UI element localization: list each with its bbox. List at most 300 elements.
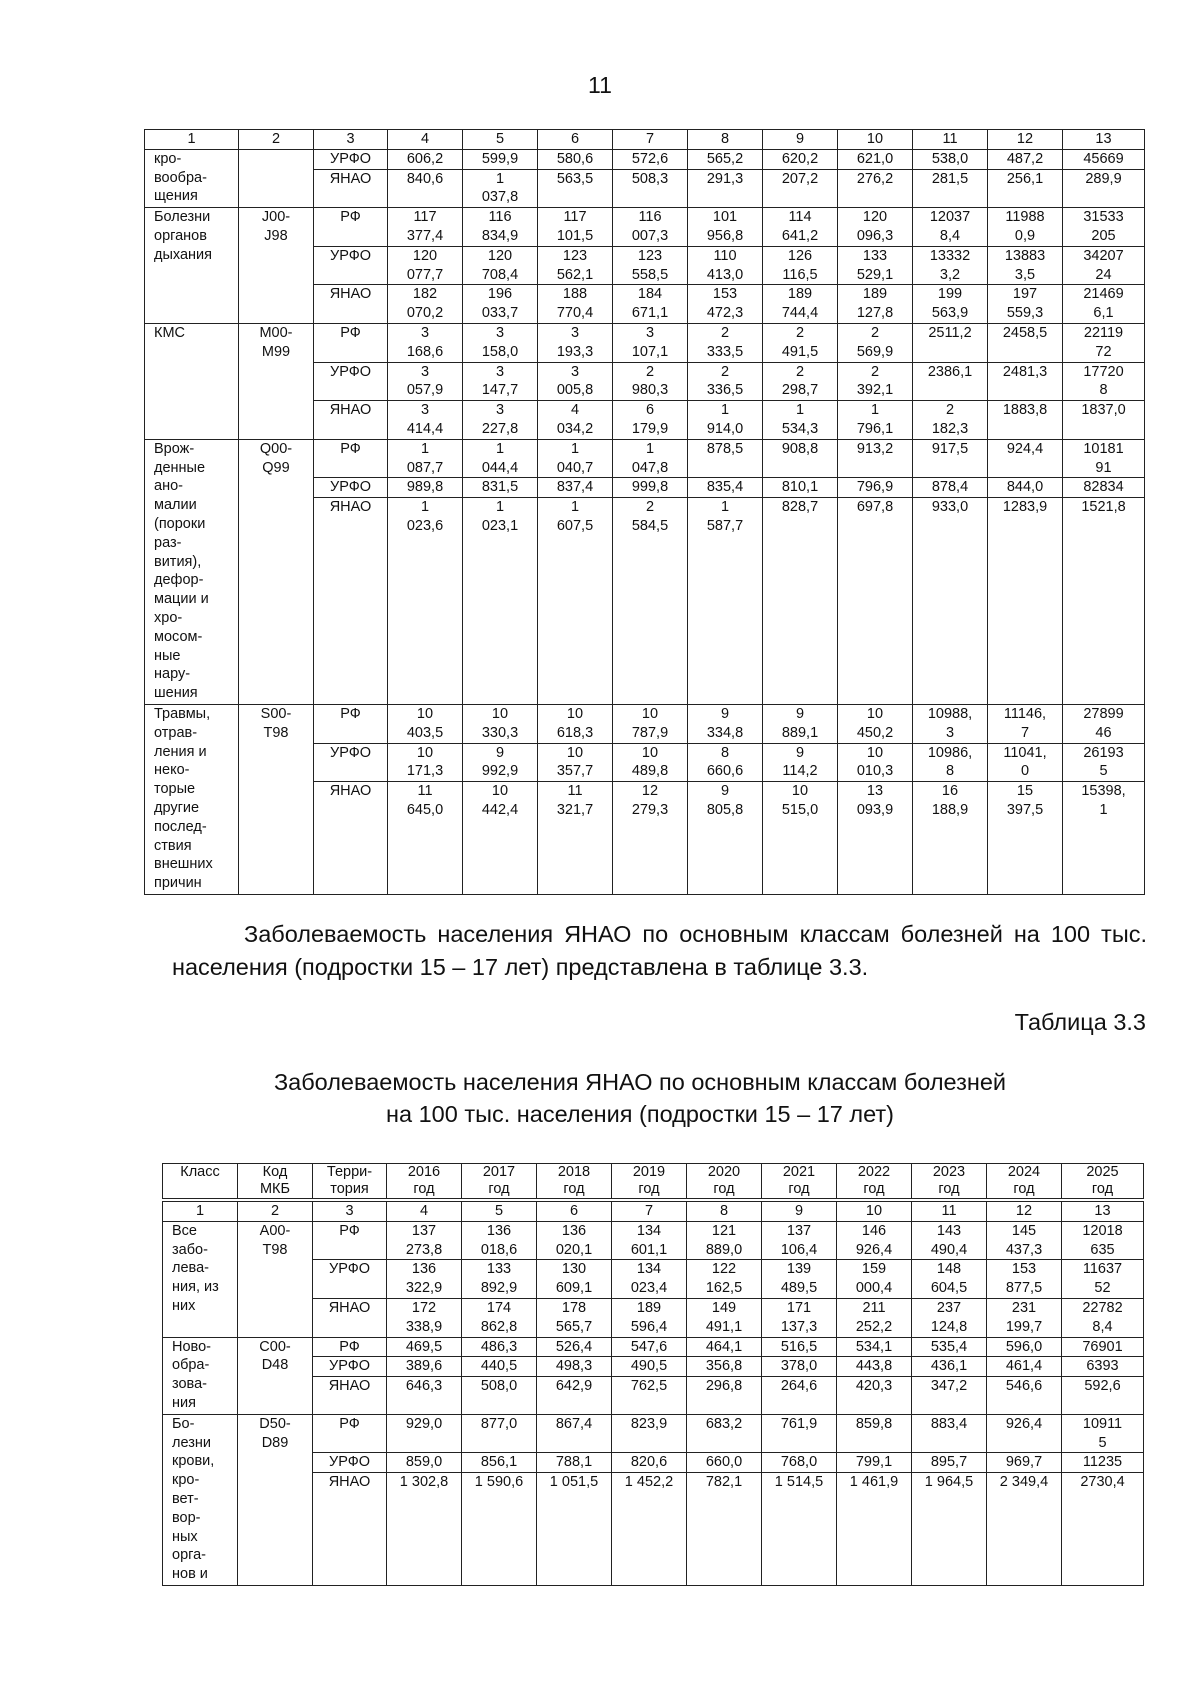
icd-code: Q00- Q99 [239, 439, 314, 704]
rate-value: 133 529,1 [838, 246, 913, 285]
rate-value: 11637 52 [1062, 1260, 1144, 1299]
rate-value: 835,4 [688, 478, 763, 498]
rate-value: 9 805,8 [688, 782, 763, 895]
rate-value: 2 182,3 [913, 401, 988, 440]
column-number: 5 [462, 1202, 537, 1222]
rate-value: 1283,9 [988, 498, 1063, 705]
rate-value: 2 336,5 [688, 362, 763, 401]
rate-value: 123 558,5 [613, 246, 688, 285]
rate-value: 799,1 [837, 1453, 912, 1473]
column-header: 2021 год [762, 1164, 837, 1199]
rate-value: 182 070,2 [388, 285, 463, 324]
rate-value: 2 569,9 [838, 323, 913, 362]
rate-value: 420,3 [837, 1377, 912, 1415]
rate-value: 126 116,5 [763, 246, 838, 285]
disease-class: Ново- обра- зова- ния [163, 1337, 238, 1414]
rate-value: 1 044,4 [463, 439, 538, 478]
rate-value: 606,2 [388, 149, 463, 169]
rate-value: 546,6 [987, 1377, 1062, 1415]
rate-value: 883,4 [912, 1414, 987, 1453]
column-number: 4 [388, 130, 463, 150]
rate-value: 276,2 [838, 169, 913, 208]
rate-value: 828,7 [763, 498, 838, 705]
rate-value: 913,2 [838, 439, 913, 478]
rate-value: 572,6 [613, 149, 688, 169]
territory: ЯНАО [314, 498, 388, 705]
rate-value: 15 397,5 [988, 782, 1063, 895]
rate-value: 820,6 [612, 1453, 687, 1473]
rate-value: 11235 [1062, 1453, 1144, 1473]
rate-value: 136 322,9 [387, 1260, 462, 1299]
rate-value: 547,6 [612, 1337, 687, 1357]
table-label: Таблица 3.3 [1014, 1009, 1146, 1035]
rate-value: 10 787,9 [613, 704, 688, 743]
column-number: 6 [538, 130, 613, 150]
territory: РФ [314, 208, 388, 247]
territory: УРФО [313, 1453, 387, 1473]
rate-value: 76901 [1062, 1337, 1144, 1357]
rate-value: 642,9 [537, 1377, 612, 1415]
territory: УРФО [314, 478, 388, 498]
rate-value: 196 033,7 [463, 285, 538, 324]
disease-class: кро- вообра- щения [145, 149, 239, 207]
rate-value: 21469 6,1 [1063, 285, 1145, 324]
rate-value: 2 980,3 [613, 362, 688, 401]
rate-value: 3 005,8 [538, 362, 613, 401]
column-number: 10 [838, 130, 913, 150]
rate-value: 796,9 [838, 478, 913, 498]
rate-value: 184 671,1 [613, 285, 688, 324]
column-header: Терри- тория [313, 1164, 387, 1199]
disease-class: Все забо- лева- ния, из них [163, 1221, 238, 1337]
rate-value: 356,8 [687, 1357, 762, 1377]
territory: ЯНАО [313, 1473, 387, 1586]
rate-value: 116 834,9 [463, 208, 538, 247]
rate-value: 464,1 [687, 1337, 762, 1357]
rate-value: 498,3 [537, 1357, 612, 1377]
disease-class: Бо- лезни крови, кро- вет- вор- ных орга- нов и [163, 1414, 238, 1585]
rate-value: 10986, 8 [913, 743, 988, 782]
rate-value: 27899 46 [1063, 704, 1145, 743]
rate-value: 2 349,4 [987, 1473, 1062, 1586]
column-header: 2016 год [387, 1164, 462, 1199]
table-row [145, 149, 1145, 169]
icd-code: A00- T98 [238, 1221, 313, 1337]
rate-value: 10 442,4 [463, 782, 538, 895]
rate-value: 969,7 [987, 1453, 1062, 1473]
rate-value: 859,8 [837, 1414, 912, 1453]
rate-value: 15398, 1 [1063, 782, 1145, 895]
rate-value: 8 660,6 [688, 743, 763, 782]
rate-value: 13 093,9 [838, 782, 913, 895]
rate-value: 10 489,8 [613, 743, 688, 782]
table-title-line-2: на 100 тыс. населения (подростки 15 – 17 лет) [386, 1101, 894, 1127]
table-row [145, 704, 1145, 743]
rate-value: 620,2 [763, 149, 838, 169]
rate-value: 26193 5 [1063, 743, 1145, 782]
rate-value: 10911 5 [1062, 1414, 1144, 1453]
rate-value: 999,8 [613, 478, 688, 498]
rate-value: 11988 0,9 [988, 208, 1063, 247]
rate-value: 3 227,8 [463, 401, 538, 440]
rate-value: 856,1 [462, 1453, 537, 1473]
column-number: 1 [145, 130, 239, 150]
rate-value: 10181 91 [1063, 439, 1145, 478]
rate-value: 171 137,3 [762, 1298, 837, 1337]
territory: ЯНАО [314, 169, 388, 208]
icd-code: S00- T98 [239, 704, 314, 894]
rate-value: 3 168,6 [388, 323, 463, 362]
rate-value: 1 514,5 [762, 1473, 837, 1586]
rate-value: 10 010,3 [838, 743, 913, 782]
rate-value: 490,5 [612, 1357, 687, 1377]
column-number: 9 [763, 130, 838, 150]
icd-code: D50- D89 [238, 1414, 313, 1585]
rate-value: 2481,3 [988, 362, 1063, 401]
rate-value: 3 158,0 [463, 323, 538, 362]
rate-value: 289,9 [1063, 169, 1145, 208]
territory: ЯНАО [313, 1377, 387, 1415]
rate-value: 989,8 [388, 478, 463, 498]
rate-value: 2386,1 [913, 362, 988, 401]
rate-value: 1 051,5 [537, 1473, 612, 1586]
rate-value: 788,1 [537, 1453, 612, 1473]
rate-value: 1 023,1 [463, 498, 538, 705]
rate-value: 31533 205 [1063, 208, 1145, 247]
rate-value: 101 956,8 [688, 208, 763, 247]
rate-value: 123 562,1 [538, 246, 613, 285]
column-number: 9 [762, 1202, 837, 1222]
rate-value: 10 330,3 [463, 704, 538, 743]
rate-value: 256,1 [988, 169, 1063, 208]
rate-value: 1 302,8 [387, 1473, 462, 1586]
rate-value: 563,5 [538, 169, 613, 208]
column-number: 13 [1062, 1202, 1144, 1222]
rate-value: 487,2 [988, 149, 1063, 169]
rate-value: 2 298,7 [763, 362, 838, 401]
column-number: 10 [837, 1202, 912, 1222]
rate-value: 347,2 [912, 1377, 987, 1415]
rate-value: 16 188,9 [913, 782, 988, 895]
rate-value: 3 147,7 [463, 362, 538, 401]
column-number: 11 [913, 130, 988, 150]
rate-value: 1 796,1 [838, 401, 913, 440]
rate-value: 13883 3,5 [988, 246, 1063, 285]
rate-value: 508,0 [462, 1377, 537, 1415]
column-header: 2023 год [912, 1164, 987, 1199]
rate-value: 580,6 [538, 149, 613, 169]
territory: УРФО [314, 246, 388, 285]
column-number: 8 [687, 1202, 762, 1222]
rate-value: 22119 72 [1063, 323, 1145, 362]
territory: РФ [313, 1414, 387, 1453]
rate-value: 1 037,8 [463, 169, 538, 208]
rate-value: 929,0 [387, 1414, 462, 1453]
rate-value: 137 106,4 [762, 1221, 837, 1260]
rate-value: 6 179,9 [613, 401, 688, 440]
rate-value: 469,5 [387, 1337, 462, 1357]
rate-value: 908,8 [763, 439, 838, 478]
rate-value: 9 992,9 [463, 743, 538, 782]
column-header: Код МКБ [238, 1164, 313, 1199]
rate-value: 296,8 [687, 1377, 762, 1415]
column-number: 11 [912, 1202, 987, 1222]
rate-value: 11146, 7 [988, 704, 1063, 743]
rate-value: 877,0 [462, 1414, 537, 1453]
territory: ЯНАО [313, 1298, 387, 1337]
rate-value: 1 590,6 [462, 1473, 537, 1586]
rate-value: 146 926,4 [837, 1221, 912, 1260]
rate-value: 933,0 [913, 498, 988, 705]
rate-value: 443,8 [837, 1357, 912, 1377]
icd-code: J00- J98 [239, 208, 314, 324]
rate-value: 10 357,7 [538, 743, 613, 782]
rate-value: 110 413,0 [688, 246, 763, 285]
rate-value: 2730,4 [1062, 1473, 1144, 1586]
table-title [200, 1066, 1080, 1130]
rate-value: 3 193,3 [538, 323, 613, 362]
rate-value: 1 040,7 [538, 439, 613, 478]
rate-value: 149 491,1 [687, 1298, 762, 1337]
rate-value: 621,0 [838, 149, 913, 169]
rate-value: 134 023,4 [612, 1260, 687, 1299]
table-row [145, 208, 1145, 247]
rate-value: 231 199,7 [987, 1298, 1062, 1337]
territory: РФ [313, 1337, 387, 1357]
rate-value: 12 279,3 [613, 782, 688, 895]
column-number: 12 [987, 1202, 1062, 1222]
disease-class: Врож- денные ано- малии (пороки раз- вития), дефор- мации и хро- мосом- ные нару- шения [145, 439, 239, 704]
rate-value: 130 609,1 [537, 1260, 612, 1299]
rate-value: 538,0 [913, 149, 988, 169]
rate-value: 3 057,9 [388, 362, 463, 401]
disease-class: КМС [145, 323, 239, 439]
column-header: 2017 год [462, 1164, 537, 1199]
table-row [145, 323, 1145, 362]
rate-value: 895,7 [912, 1453, 987, 1473]
rate-value: 592,6 [1062, 1377, 1144, 1415]
rate-value: 859,0 [387, 1453, 462, 1473]
rate-value: 45669 [1063, 149, 1145, 169]
column-header: 2022 год [837, 1164, 912, 1199]
column-header: Класс [163, 1164, 238, 1199]
territory: УРФО [314, 149, 388, 169]
rate-value: 10 171,3 [388, 743, 463, 782]
rate-value: 508,3 [613, 169, 688, 208]
rate-value: 1837,0 [1063, 401, 1145, 440]
table-row [163, 1414, 1144, 1453]
rate-value: 137 273,8 [387, 1221, 462, 1260]
rate-value: 840,6 [388, 169, 463, 208]
rate-value: 122 162,5 [687, 1260, 762, 1299]
territory: РФ [314, 323, 388, 362]
rate-value: 2 491,5 [763, 323, 838, 362]
column-number: 2 [239, 130, 314, 150]
rate-value: 2 584,5 [613, 498, 688, 705]
rate-value: 436,1 [912, 1357, 987, 1377]
rate-value: 762,5 [612, 1377, 687, 1415]
rate-value: 486,3 [462, 1337, 537, 1357]
rate-value: 378,0 [762, 1357, 837, 1377]
rate-value: 1 914,0 [688, 401, 763, 440]
rate-value: 831,5 [463, 478, 538, 498]
rate-value: 10 403,5 [388, 704, 463, 743]
page-number: 11 [588, 72, 612, 98]
column-number: 2 [238, 1202, 313, 1222]
rate-value: 844,0 [988, 478, 1063, 498]
rate-value: 199 563,9 [913, 285, 988, 324]
rate-value: 917,5 [913, 439, 988, 478]
column-number: 1 [163, 1202, 238, 1222]
table-title-line-1: Заболеваемость населения ЯНАО по основным классам болезней [273, 1069, 1007, 1095]
column-number: 13 [1063, 130, 1145, 150]
rate-value: 565,2 [688, 149, 763, 169]
rate-value: 660,0 [687, 1453, 762, 1473]
rate-value: 188 770,4 [538, 285, 613, 324]
rate-value: 197 559,3 [988, 285, 1063, 324]
rate-value: 11041, 0 [988, 743, 1063, 782]
rate-value: 10988, 3 [913, 704, 988, 743]
rate-value: 120 708,4 [463, 246, 538, 285]
rate-value: 189 596,4 [612, 1298, 687, 1337]
rate-value: 143 490,4 [912, 1221, 987, 1260]
rate-value: 810,1 [763, 478, 838, 498]
rate-value: 120 096,3 [838, 208, 913, 247]
rate-value: 2458,5 [988, 323, 1063, 362]
column-number-row [163, 1202, 1144, 1222]
rate-value: 534,1 [837, 1337, 912, 1357]
rate-value: 134 601,1 [612, 1221, 687, 1260]
territory: УРФО [314, 362, 388, 401]
rate-value: 120 077,7 [388, 246, 463, 285]
rate-value: 2511,2 [913, 323, 988, 362]
table-row [145, 439, 1145, 478]
rate-value: 13332 3,2 [913, 246, 988, 285]
territory: УРФО [313, 1260, 387, 1299]
rate-value: 17720 8 [1063, 362, 1145, 401]
rate-value: 145 437,3 [987, 1221, 1062, 1260]
rate-value: 1 452,2 [612, 1473, 687, 1586]
column-number: 7 [613, 130, 688, 150]
column-number: 6 [537, 1202, 612, 1222]
rate-value: 1883,8 [988, 401, 1063, 440]
column-number-row [145, 130, 1145, 150]
rate-value: 139 489,5 [762, 1260, 837, 1299]
rate-value: 878,5 [688, 439, 763, 478]
rate-value: 136 018,6 [462, 1221, 537, 1260]
icd-code: M00- M99 [239, 323, 314, 439]
rate-value: 9 114,2 [763, 743, 838, 782]
rate-value: 535,4 [912, 1337, 987, 1357]
column-header: 2018 год [537, 1164, 612, 1199]
intro-paragraph: Заболеваемость населения ЯНАО по основным классам болезней на 100 тыс. населения (подростки 15 – 17 лет) представлена в таблице 3.3. [172, 921, 1147, 980]
rate-value: 440,5 [462, 1357, 537, 1377]
column-number: 5 [463, 130, 538, 150]
rate-value: 3 414,4 [388, 401, 463, 440]
rate-value: 2 333,5 [688, 323, 763, 362]
rate-value: 121 889,0 [687, 1221, 762, 1260]
rate-value: 11 321,7 [538, 782, 613, 895]
rate-value: 761,9 [762, 1414, 837, 1453]
rate-value: 1 607,5 [538, 498, 613, 705]
header-row [163, 1164, 1144, 1199]
territory: ЯНАО [314, 401, 388, 440]
rate-value: 9 889,1 [763, 704, 838, 743]
rate-value: 264,6 [762, 1377, 837, 1415]
rate-value: 599,9 [463, 149, 538, 169]
column-header: 2020 год [687, 1164, 762, 1199]
rate-value: 207,2 [763, 169, 838, 208]
rate-value: 683,2 [687, 1414, 762, 1453]
territory: РФ [314, 439, 388, 478]
rate-value: 1 023,6 [388, 498, 463, 705]
rate-value: 189 127,8 [838, 285, 913, 324]
column-number: 4 [387, 1202, 462, 1222]
icd-code: C00- D48 [238, 1337, 313, 1414]
rate-value: 153 877,5 [987, 1260, 1062, 1299]
rate-value: 22782 8,4 [1062, 1298, 1144, 1337]
rate-value: 768,0 [762, 1453, 837, 1473]
column-number: 8 [688, 130, 763, 150]
rate-value: 11 645,0 [388, 782, 463, 895]
territory: УРФО [314, 743, 388, 782]
territory: ЯНАО [314, 285, 388, 324]
rate-value: 133 892,9 [462, 1260, 537, 1299]
rate-value: 823,9 [612, 1414, 687, 1453]
rate-value: 6393 [1062, 1357, 1144, 1377]
rate-value: 9 334,8 [688, 704, 763, 743]
territory: ЯНАО [314, 782, 388, 895]
rate-value: 782,1 [687, 1473, 762, 1586]
rate-value: 172 338,9 [387, 1298, 462, 1337]
rate-value: 281,5 [913, 169, 988, 208]
rate-value: 878,4 [913, 478, 988, 498]
rate-value: 1521,8 [1063, 498, 1145, 705]
rate-value: 2 392,1 [838, 362, 913, 401]
rate-value: 516,5 [762, 1337, 837, 1357]
disease-class: Болезни органов дыхания [145, 208, 239, 324]
rate-value: 153 472,3 [688, 285, 763, 324]
column-number: 3 [314, 130, 388, 150]
rate-value: 4 034,2 [538, 401, 613, 440]
rate-value: 117 101,5 [538, 208, 613, 247]
rate-value: 291,3 [688, 169, 763, 208]
rate-value: 10 450,2 [838, 704, 913, 743]
rate-value: 646,3 [387, 1377, 462, 1415]
column-number: 12 [988, 130, 1063, 150]
rate-value: 1 087,7 [388, 439, 463, 478]
rate-value: 1 534,3 [763, 401, 838, 440]
rate-value: 3 107,1 [613, 323, 688, 362]
rate-value: 136 020,1 [537, 1221, 612, 1260]
rate-value: 10 618,3 [538, 704, 613, 743]
rate-value: 837,4 [538, 478, 613, 498]
territory: РФ [314, 704, 388, 743]
rate-value: 1 461,9 [837, 1473, 912, 1586]
rate-value: 82834 [1063, 478, 1145, 498]
table-row [163, 1337, 1144, 1357]
column-header: 2025 год [1062, 1164, 1144, 1199]
column-number: 7 [612, 1202, 687, 1222]
rate-value: 174 862,8 [462, 1298, 537, 1337]
column-header: 2019 год [612, 1164, 687, 1199]
rate-value: 114 641,2 [763, 208, 838, 247]
rate-value: 389,6 [387, 1357, 462, 1377]
rate-value: 211 252,2 [837, 1298, 912, 1337]
rate-value: 159 000,4 [837, 1260, 912, 1299]
rate-value: 117 377,4 [388, 208, 463, 247]
rate-value: 12018 635 [1062, 1221, 1144, 1260]
